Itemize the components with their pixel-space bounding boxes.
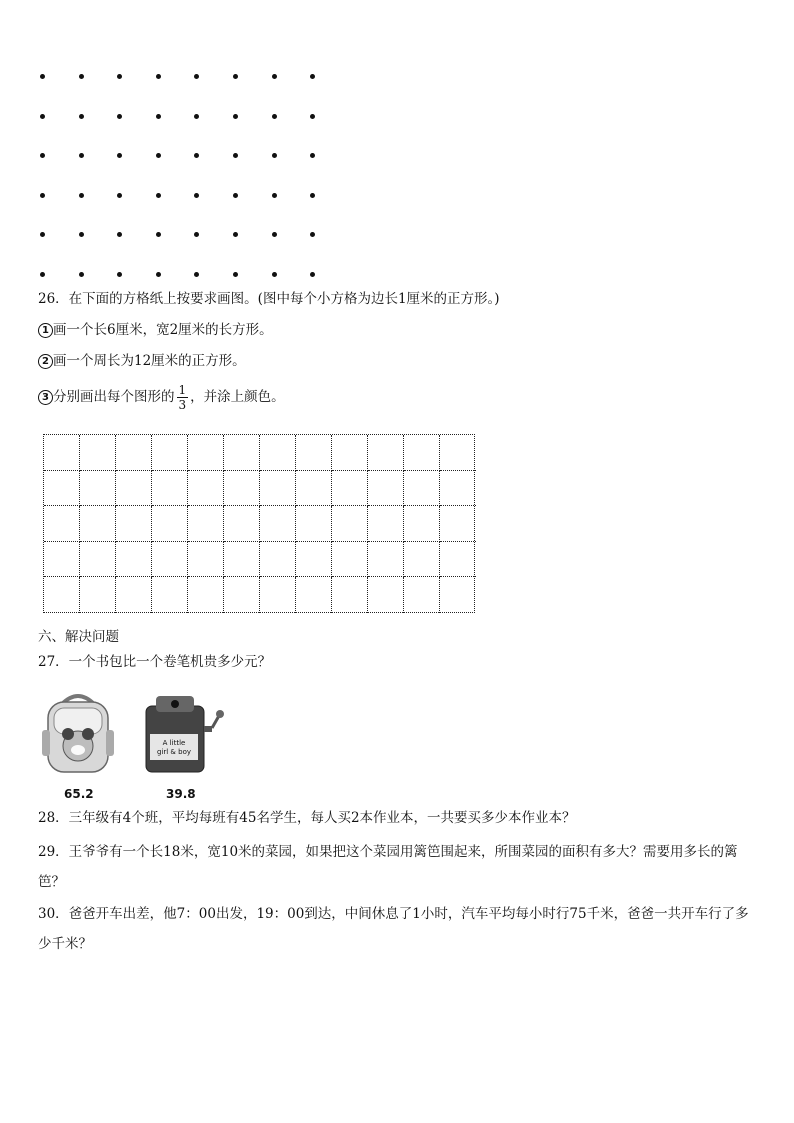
grid-dot <box>272 153 277 158</box>
grid-dot <box>156 153 161 158</box>
grid-dot <box>310 232 315 237</box>
sharpener-label-1: A little <box>162 739 186 747</box>
dot-grid <box>40 74 330 284</box>
grid-cell <box>296 506 332 542</box>
grid-dot <box>272 74 277 79</box>
grid-cell <box>44 506 80 542</box>
grid-dot <box>40 232 45 237</box>
item-text: 画一个周长为12厘米的正方形。 <box>53 353 246 369</box>
backpack-price: 65.2 <box>64 787 94 801</box>
grid-dot <box>233 232 238 237</box>
grid-dot <box>233 193 238 198</box>
grid-cell <box>404 471 440 507</box>
grid-cell <box>440 577 476 613</box>
grid-cell <box>440 435 476 471</box>
grid-cell <box>188 506 224 542</box>
grid-cell <box>224 435 260 471</box>
question-26-item-1 <box>38 320 273 340</box>
grid-cell <box>152 506 188 542</box>
section-6-title: 六、解决问题 <box>38 629 119 645</box>
grid-cell <box>404 577 440 613</box>
fraction-denominator: 3 <box>178 398 187 412</box>
grid-dot <box>310 74 315 79</box>
grid-dot <box>233 272 238 277</box>
grid-cell <box>368 506 404 542</box>
item-text: ，并涂上颜色。 <box>190 389 285 405</box>
grid-dot <box>40 114 45 119</box>
grid-cell <box>260 471 296 507</box>
grid-dot <box>310 114 315 119</box>
grid-cell <box>80 471 116 507</box>
question-30: 30．爸爸开车出差，他7：00出发，19：00到达，中间休息了1小时，汽车平均每小时行75千米，爸爸一共开车行了多少千米？ <box>38 906 749 952</box>
grid-dot <box>117 114 122 119</box>
fraction-numerator: 1 <box>178 383 187 397</box>
grid-dot <box>272 193 277 198</box>
grid-dot <box>194 232 199 237</box>
grid-cell <box>116 542 152 578</box>
grid-cell <box>224 506 260 542</box>
grid-cell <box>368 471 404 507</box>
grid-cell <box>116 435 152 471</box>
grid-cell <box>404 435 440 471</box>
question-26-item-2 <box>38 351 246 371</box>
grid-dot <box>156 193 161 198</box>
grid-dot <box>79 193 84 198</box>
grid-dot <box>272 114 277 119</box>
grid-cell <box>440 542 476 578</box>
grid-dot <box>117 193 122 198</box>
grid-cell <box>116 471 152 507</box>
grid-cell <box>224 542 260 578</box>
grid-cell <box>152 577 188 613</box>
grid-cell <box>296 577 332 613</box>
grid-cell <box>368 435 404 471</box>
grid-cell <box>260 542 296 578</box>
grid-cell <box>368 542 404 578</box>
grid-cell <box>152 435 188 471</box>
sharpener-label-2: girl & boy <box>157 748 191 756</box>
grid-dot <box>79 114 84 119</box>
backpack-icon <box>40 690 116 780</box>
grid-cell <box>440 506 476 542</box>
grid-cell <box>116 506 152 542</box>
question-27-title: 27．一个书包比一个卷笔机贵多少元？ <box>38 654 272 670</box>
grid-dot <box>194 193 199 198</box>
grid-cell <box>188 542 224 578</box>
grid-dot <box>156 74 161 79</box>
grid-cell <box>332 542 368 578</box>
grid-dot <box>117 232 122 237</box>
grid-cell <box>260 435 296 471</box>
circled-number: 3 <box>38 390 53 405</box>
grid-cell <box>260 506 296 542</box>
question-28: 28．三年级有4个班，平均每班有45名学生，每人买2本作业本，一共要买多少本作业本？ <box>38 810 576 826</box>
grid-dot <box>79 153 84 158</box>
grid-cell <box>368 577 404 613</box>
circled-number: 2 <box>38 354 53 369</box>
grid-dot <box>194 272 199 277</box>
item-text: 分别画出每个图形的 <box>53 389 175 405</box>
grid-cell <box>44 577 80 613</box>
grid-cell <box>224 577 260 613</box>
grid-cell <box>44 471 80 507</box>
grid-cell <box>332 471 368 507</box>
grid-dot <box>40 272 45 277</box>
grid-cell <box>44 542 80 578</box>
grid-cell <box>80 577 116 613</box>
grid-cell <box>188 471 224 507</box>
grid-cell <box>296 435 332 471</box>
grid-cell <box>332 577 368 613</box>
grid-dot <box>194 114 199 119</box>
grid-cell <box>296 542 332 578</box>
grid-cell <box>224 471 260 507</box>
grid-dot <box>79 74 84 79</box>
fraction <box>177 383 189 412</box>
sharpener-price: 39.8 <box>166 787 196 801</box>
item-text: 画一个长6厘米，宽2厘米的长方形。 <box>53 322 273 338</box>
grid-cell <box>332 435 368 471</box>
grid-dot <box>156 114 161 119</box>
grid-cell <box>116 577 152 613</box>
grid-cell <box>188 577 224 613</box>
circled-number: 1 <box>38 323 53 338</box>
grid-dot <box>272 272 277 277</box>
grid-dot <box>194 153 199 158</box>
grid-cell <box>440 471 476 507</box>
grid-dot <box>40 193 45 198</box>
grid-dot <box>117 272 122 277</box>
grid-dot <box>194 74 199 79</box>
grid-dot <box>79 232 84 237</box>
grid-dot <box>310 272 315 277</box>
grid-cell <box>404 506 440 542</box>
grid-paper <box>43 434 475 613</box>
grid-cell <box>44 435 80 471</box>
grid-dot <box>117 153 122 158</box>
grid-dot <box>310 153 315 158</box>
grid-cell <box>80 435 116 471</box>
grid-cell <box>152 471 188 507</box>
question-29: 29．王爷爷有一个长18米，宽10米的菜园，如果把这个菜园用篱笆围起来，所围菜园的面积有多大？需要用多长的篱笆？ <box>38 844 738 890</box>
grid-cell <box>404 542 440 578</box>
grid-dot <box>233 114 238 119</box>
grid-cell <box>152 542 188 578</box>
grid-cell <box>80 506 116 542</box>
grid-cell <box>260 577 296 613</box>
grid-cell <box>296 471 332 507</box>
grid-dot <box>272 232 277 237</box>
grid-dot <box>233 153 238 158</box>
grid-dot <box>40 74 45 79</box>
grid-dot <box>117 74 122 79</box>
grid-cell <box>188 435 224 471</box>
grid-cell <box>332 506 368 542</box>
grid-dot <box>40 153 45 158</box>
grid-dot <box>310 193 315 198</box>
grid-dot <box>156 232 161 237</box>
grid-cell <box>80 542 116 578</box>
grid-dot <box>79 272 84 277</box>
grid-dot <box>156 272 161 277</box>
question-26-title: 26．在下面的方格纸上按要求画图。(图中每个小方格为边长1厘米的正方形。) <box>38 291 500 307</box>
question-26-item-3 <box>38 382 285 412</box>
grid-dot <box>233 74 238 79</box>
pencil-sharpener-icon <box>140 692 226 782</box>
